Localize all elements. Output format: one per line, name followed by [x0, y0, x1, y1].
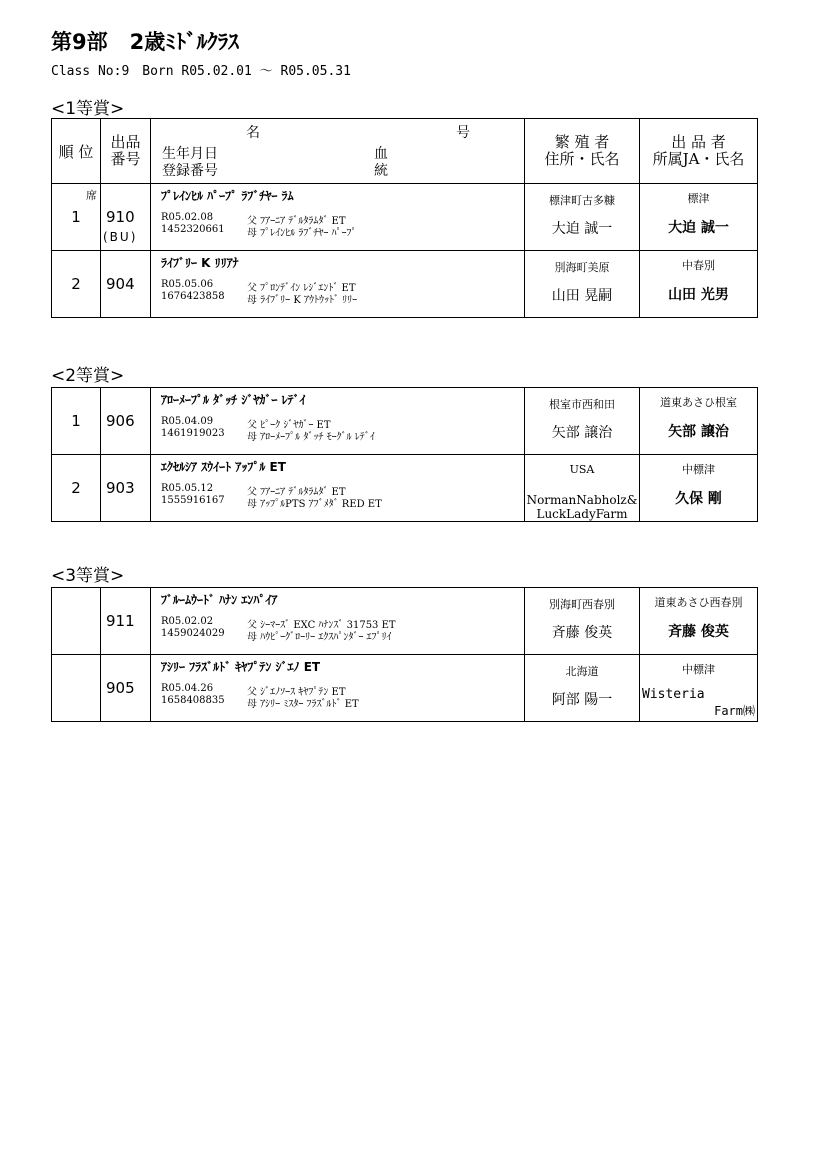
exhibitor-name: 矢部 譲治 [668, 424, 729, 440]
birth-date: R05.05.12 [161, 483, 214, 494]
birth-date: R05.02.08 [161, 212, 214, 223]
registration-number: 1461919023 [161, 428, 225, 439]
breeder-name: NormanNabholz& LuckLadyFarm [526, 493, 638, 521]
birth-date: R05.05.06 [161, 279, 214, 290]
rank-cell [52, 588, 101, 655]
breeder-address: 標津町古多糠 [549, 194, 615, 207]
exhibitor-ja: 中標津 [682, 663, 715, 676]
page-title [51, 26, 239, 56]
registration-number: 1555916167 [161, 495, 225, 506]
table-row [52, 251, 758, 318]
exhibitor-ja: 中春別 [682, 259, 715, 272]
number-label: 号 [456, 125, 470, 141]
birth-date: R05.04.26 [161, 683, 214, 694]
exhibitor-name: 斉藤 俊英 [668, 624, 729, 640]
table-row [52, 184, 758, 251]
lineage-label: 統 [374, 163, 388, 179]
breeder-address: 別海町美原 [554, 261, 610, 274]
animal-cell [151, 184, 525, 251]
exhibitor-name: 久保 剛 [675, 491, 722, 507]
name-label: 名 [246, 125, 260, 141]
class-name: 2歳ﾐﾄﾞﾙｸﾗｽ [129, 30, 239, 54]
exhibitor-cell [640, 655, 758, 722]
breeder-cell [525, 251, 640, 318]
exhibitor-name: 山田 光男 [668, 287, 729, 303]
breeder-name: 矢部 譲治 [551, 425, 613, 441]
animal-name: ｱｼﾘｰ ﾌﾗｽﾞﾙﾄﾞ ｷﾔﾌﾟﾃﾝ ｼﾞｴﾉ ET [161, 660, 321, 674]
breeder-name: 山田 晃嗣 [551, 288, 613, 304]
rank-header: 順 位 [52, 119, 101, 184]
table-row [52, 655, 758, 722]
animal-cell [151, 251, 525, 318]
registration-number: 1676423858 [161, 291, 225, 302]
breeder-address: 別海町西春別 [549, 598, 615, 611]
exhibitor-ja: 中標津 [682, 463, 715, 476]
award-table-3rd [51, 587, 758, 722]
exhibitor-header: 出 品 者 所属JA・氏名 [640, 119, 758, 184]
entry-no-cell: 905 [101, 655, 151, 722]
animal-cell [151, 588, 525, 655]
breeder-name: 阿部 陽一 [551, 692, 613, 708]
animal-name: ﾌﾟﾚｲﾝﾋﾙ ﾊﾟｰﾌﾟ ﾗﾌﾞﾁﾔｰ ﾗﾑ [161, 189, 294, 203]
blood-label: 血 [374, 146, 388, 162]
section-label-3rd-prize: <3等賞> [51, 566, 125, 586]
animal-name: ﾌﾞﾙｰﾑｳｰﾄﾞ ﾊﾅﾝ ｴﾝﾊﾟｲｱ [161, 593, 278, 607]
seki-mark: 席 [86, 189, 97, 202]
rank-cell [52, 655, 101, 722]
breeder-header: 繁 殖 者 住所・氏名 [525, 119, 640, 184]
sire: 父 ﾋﾟｰｸ ｼﾞﾔｶﾞｰ ET [247, 420, 331, 431]
breeder-cell [525, 388, 640, 455]
table-row [52, 588, 758, 655]
rank-cell: 2 [52, 251, 101, 318]
registration-number: 1459024029 [161, 628, 225, 639]
animal-name: ｴｸｾﾙｼｱ ｽｳｲｰﾄ ｱｯﾌﾟﾙ ET [161, 460, 286, 474]
sire: 父 ﾌｱｰﾆｱ ﾃﾞﾙﾀﾗﾑﾀﾞ ET [247, 216, 346, 227]
reg-label: 登録番号 [162, 163, 218, 179]
exhibitor-cell [640, 251, 758, 318]
name-header [151, 119, 525, 184]
dam: 母 ｱｯﾌﾟﾙPTS ｱﾌﾞﾒﾀﾞ RED ET [247, 499, 382, 510]
exhibitor-ja: 道東あさひ根室 [660, 396, 737, 409]
breeder-address: 根室市西和田 [549, 398, 615, 411]
exhibitor-name: 大迫 誠一 [668, 220, 729, 236]
exhibitor-cell [640, 388, 758, 455]
class-subtitle: Class No:9 Born R05.02.01 ～ R05.05.31 [51, 64, 351, 79]
dam: 母 ﾗｲﾌﾞﾘｰ K ｱｳﾄｳｯﾄﾞ ﾘﾘｰ [247, 295, 358, 306]
sire: 父 ｼｰﾏｰｽﾞ EXC ﾊﾅﾝｽﾞ 31753 ET [247, 620, 396, 631]
birth-date: R05.02.02 [161, 616, 214, 627]
breeder-address: USA [569, 463, 595, 476]
exhibitor-name-line-2: Farm㈱ [714, 704, 755, 718]
rank-cell: 席 1 [52, 184, 101, 251]
entry-no-cell: 910 (BU) [101, 184, 151, 251]
entry-no-header: 出品 番号 [101, 119, 151, 184]
animal-cell [151, 388, 525, 455]
rank-cell: 1 [52, 388, 101, 455]
animal-name: ﾗｲﾌﾞﾘｰ K ﾘﾘｱﾅ [161, 256, 239, 270]
rank-cell: 2 [52, 455, 101, 522]
exhibitor-cell [640, 184, 758, 251]
award-table-1st [51, 118, 758, 318]
breeder-cell [525, 455, 640, 522]
registration-number: 1452320661 [161, 224, 225, 235]
section-label-2nd-prize: <2等賞> [51, 366, 125, 386]
exhibitor-ja: 標津 [687, 192, 710, 205]
division-label: 第9部 [51, 30, 108, 54]
table-header-row [52, 119, 758, 184]
exhibitor-name: Wisteria Farm㈱ [642, 687, 755, 718]
dam: 母 ﾌﾟﾚｲﾝﾋﾙ ﾗﾌﾞﾁﾔｰ ﾊﾟｰﾌﾟ [247, 228, 357, 239]
animal-cell [151, 455, 525, 522]
breeder-cell [525, 184, 640, 251]
breeder-name: 斉藤 俊英 [551, 625, 613, 641]
animal-name: ｱﾛｰﾒｰﾌﾟﾙ ﾀﾞｯﾁ ｼﾞﾔｶﾞｰ ﾚﾃﾞｲ [161, 393, 306, 407]
dob-label: 生年月日 [162, 146, 218, 162]
entry-no-cell: 903 [101, 455, 151, 522]
bu-mark: (BU) [103, 230, 138, 244]
sire: 父 ﾌﾟﾛﾝﾃﾞｲﾝ ﾚｼﾞｴﾝﾄﾞ ET [247, 283, 356, 294]
exhibitor-cell [640, 588, 758, 655]
table-row [52, 455, 758, 522]
table-row [52, 388, 758, 455]
breeder-cell [525, 655, 640, 722]
exhibitor-cell [640, 455, 758, 522]
entry-no-cell: 911 [101, 588, 151, 655]
sire: 父 ｼﾞｴﾉｿｰｽ ｷﾔﾌﾟﾃﾝ ET [247, 687, 346, 698]
breeder-address: 北海道 [565, 665, 599, 678]
entry-no-cell: 906 [101, 388, 151, 455]
sire: 父 ﾌｱｰﾆｱ ﾃﾞﾙﾀﾗﾑﾀﾞ ET [247, 487, 346, 498]
dam: 母 ｱｼﾘｰ ﾐｽﾀｰ ﾌﾗｽﾞﾙﾄﾞ ET [247, 699, 359, 710]
registration-number: 1658408835 [161, 695, 225, 706]
entry-no-cell: 904 [101, 251, 151, 318]
animal-cell [151, 655, 525, 722]
breeder-cell [525, 588, 640, 655]
dam: 母 ﾊｳﾋﾟｰｸﾞﾛｰﾘｰ ｴｸｽﾊﾟﾝﾀﾞｰ ｴﾌﾟﾘｲ [247, 632, 392, 643]
section-label-1st-prize: <1等賞> [51, 99, 125, 119]
exhibitor-ja: 道東あさひ西春別 [654, 596, 743, 609]
dam: 母 ｱﾛｰﾒｰﾌﾟﾙ ﾀﾞｯﾁ ﾓｰｸﾞﾙ ﾚﾃﾞｲ [247, 432, 375, 443]
birth-date: R05.04.09 [161, 416, 214, 427]
breeder-name: 大迫 誠一 [551, 221, 613, 237]
award-table-2nd [51, 387, 758, 522]
